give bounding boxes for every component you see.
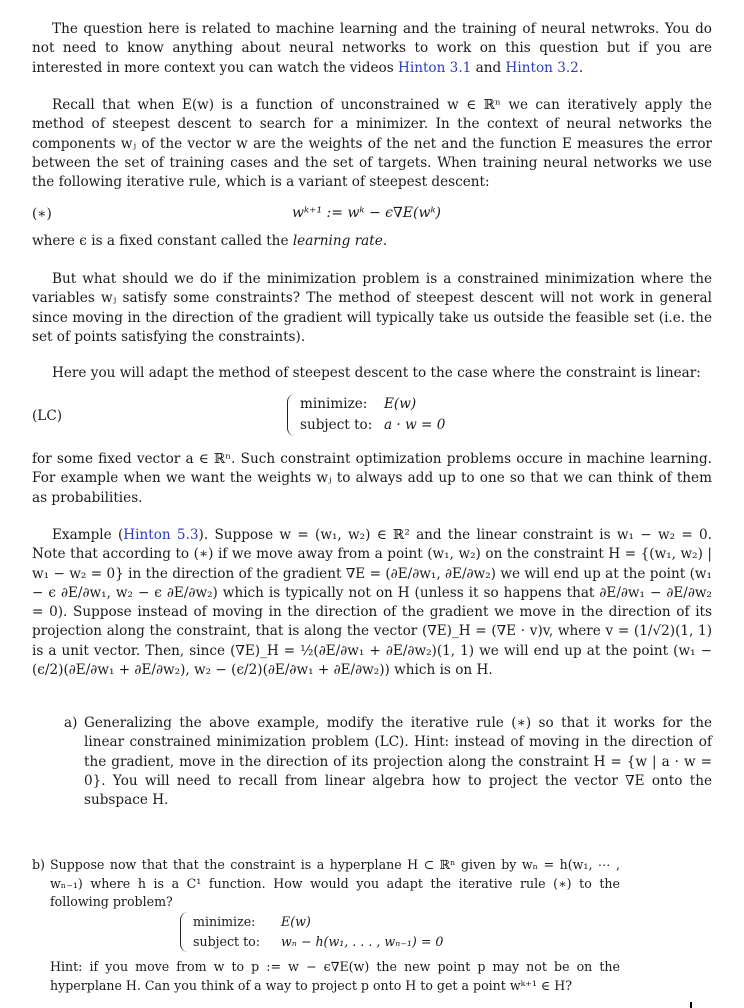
- qb-minimize-value: E(w): [281, 914, 311, 929]
- equation-star-label: (∗): [32, 206, 52, 222]
- hinton-5-3-link[interactable]: Hinton 5.3: [123, 527, 199, 543]
- intro-text: The question here is related to machine learning and the training of neural netwroks. You do not need to know anything about neural networks to work on this question but if you are interested in more context you can watch the videos: [32, 21, 712, 76]
- vector-paragraph: for some fixed vector a ∈ ℝⁿ. Such constraint optimization problems occure in machine learning. For example when we want the weights wⱼ to always add up to one so that we can think of them as probabilities.: [32, 451, 712, 506]
- lc-minimize-label: minimize:: [300, 396, 368, 412]
- question-b: [32, 856, 620, 912]
- intro-and: and: [471, 59, 506, 76]
- example-text: ). Suppose w = (w₁, w₂) ∈ ℝ² and the linear constraint is w₁ − w₂ = 0. Note that according to (∗) if we move away from a point (w₁, w₂) on the constraint H = {(w₁, w₂) | w₁ − w₂ = 0} in the direction of the gradient ∇E = (∂E/∂w₁, ∂E/∂w₂) we will end up at the point (w₁ − ϵ ∂E/∂w₁, w₂ − ϵ ∂E/∂w₂) which is typically not on H (unless it so happens that ∂E/∂w₁ − ∂E/∂w₂ = 0). Suppose instead of moving in the direction of the gradient we move in the direction of its projection along the constraint, that is along the vector (∇E)_H = (∇E · v)v, where v = (1/√2)(1, 1) is a unit vector. Then, since (∇E)_H = ½(∂E/∂w₁ + ∂E/∂w₂)(1, 1) we will end up at the point (w₁ − (ϵ/2)(∂E/∂w₁ + ∂E/∂w₂), w₂ − (ϵ/2)(∂E/∂w₁ + ∂E/∂w₂)) which is on H.: [32, 527, 712, 679]
- learning-rate-after: .: [382, 233, 388, 249]
- qb-system: [180, 912, 443, 952]
- question-b-marker: b): [32, 857, 45, 872]
- question-b-hint: Hint: if you move from w to p := w − ϵ∇E(w) the new point p may not be on the hyperplane H. Can you think of a way to project p onto H to get a point wᵏ⁺¹ ∈ H?: [50, 959, 620, 993]
- steepest-descent-paragraph: Recall that when E(w) is a function of unconstrained w ∈ ℝⁿ we can iteratively apply the method of steepest descent to search for a minimizer. In the context of neural networks the components wⱼ of the vector w are the weights of the net and the function E measures the error between the set of training cases and the set of targets. When training neural networks we use the following iterative rule, which is a variant of steepest descent:: [32, 97, 712, 191]
- question-a-text: Generalizing the above example, modify the iterative rule (∗) so that it works for the linear constrained minimization problem (LC). Hint: instead of moving in the direction of the gradient, move in the direction of its projection along the constraint H = {w | a · w = 0}. You will need to recall from linear algebra how to project the vector ∇E onto the subspace H.: [84, 715, 712, 809]
- lc-minimize-value: E(w): [384, 396, 417, 412]
- linear-constraint-intro: Here you will adapt the method of steepest descent to the case where the constraint is linear:: [52, 365, 701, 381]
- constrained-paragraph: But what should we do if the minimization problem is a constrained minimization where the variables wⱼ satisfy some constraints? The method of steepest descent will not work in general since moving in the direction of the gradient will typically take us outside the feasible set (i.e. the set of points satisfying the constraints).: [32, 271, 712, 345]
- qb-row-minimize: [193, 912, 443, 932]
- lc-row-minimize: [300, 394, 445, 415]
- lc-label: (LC): [32, 408, 63, 424]
- intro-paragraph: [32, 20, 712, 78]
- qb-minimize-label: minimize:: [193, 914, 256, 929]
- hinton-3-2-link[interactable]: Hinton 3.2: [505, 59, 579, 76]
- learning-rate-paragraph: [32, 232, 712, 251]
- lc-row-subject: [300, 415, 445, 436]
- example-paragraph: [32, 526, 712, 680]
- equation-star-formula: wᵏ⁺¹ := wᵏ − ϵ∇E(wᵏ): [292, 205, 442, 221]
- learning-rate-before: where ϵ is a fixed constant called the: [32, 233, 293, 249]
- lc-subject-label: subject to:: [300, 417, 373, 433]
- qb-row-subject: [193, 932, 443, 952]
- intro-end: .: [578, 59, 584, 76]
- qb-subject-label: subject to:: [193, 934, 260, 949]
- text-cursor-mark: [690, 1002, 692, 1008]
- question-a-marker: a): [64, 715, 78, 731]
- lc-system: [287, 394, 445, 436]
- hinton-3-1-link[interactable]: Hinton 3.1: [398, 59, 472, 76]
- question-b-text: Suppose now that that the constraint is a hyperplane H ⊂ ℝⁿ given by wₙ = h(w₁, ⋯ , wₙ₋₁) where h is a C¹ function. How would you adapt the iterative rule (∗) to the following problem?: [50, 857, 620, 909]
- question-a: [64, 714, 712, 810]
- learning-rate-term: learning rate: [292, 233, 383, 249]
- example-lead: Example (: [52, 527, 124, 543]
- qb-subject-value: wₙ − h(w₁, . . . , wₙ₋₁) = 0: [281, 934, 444, 949]
- lc-subject-value: a · w = 0: [384, 417, 446, 433]
